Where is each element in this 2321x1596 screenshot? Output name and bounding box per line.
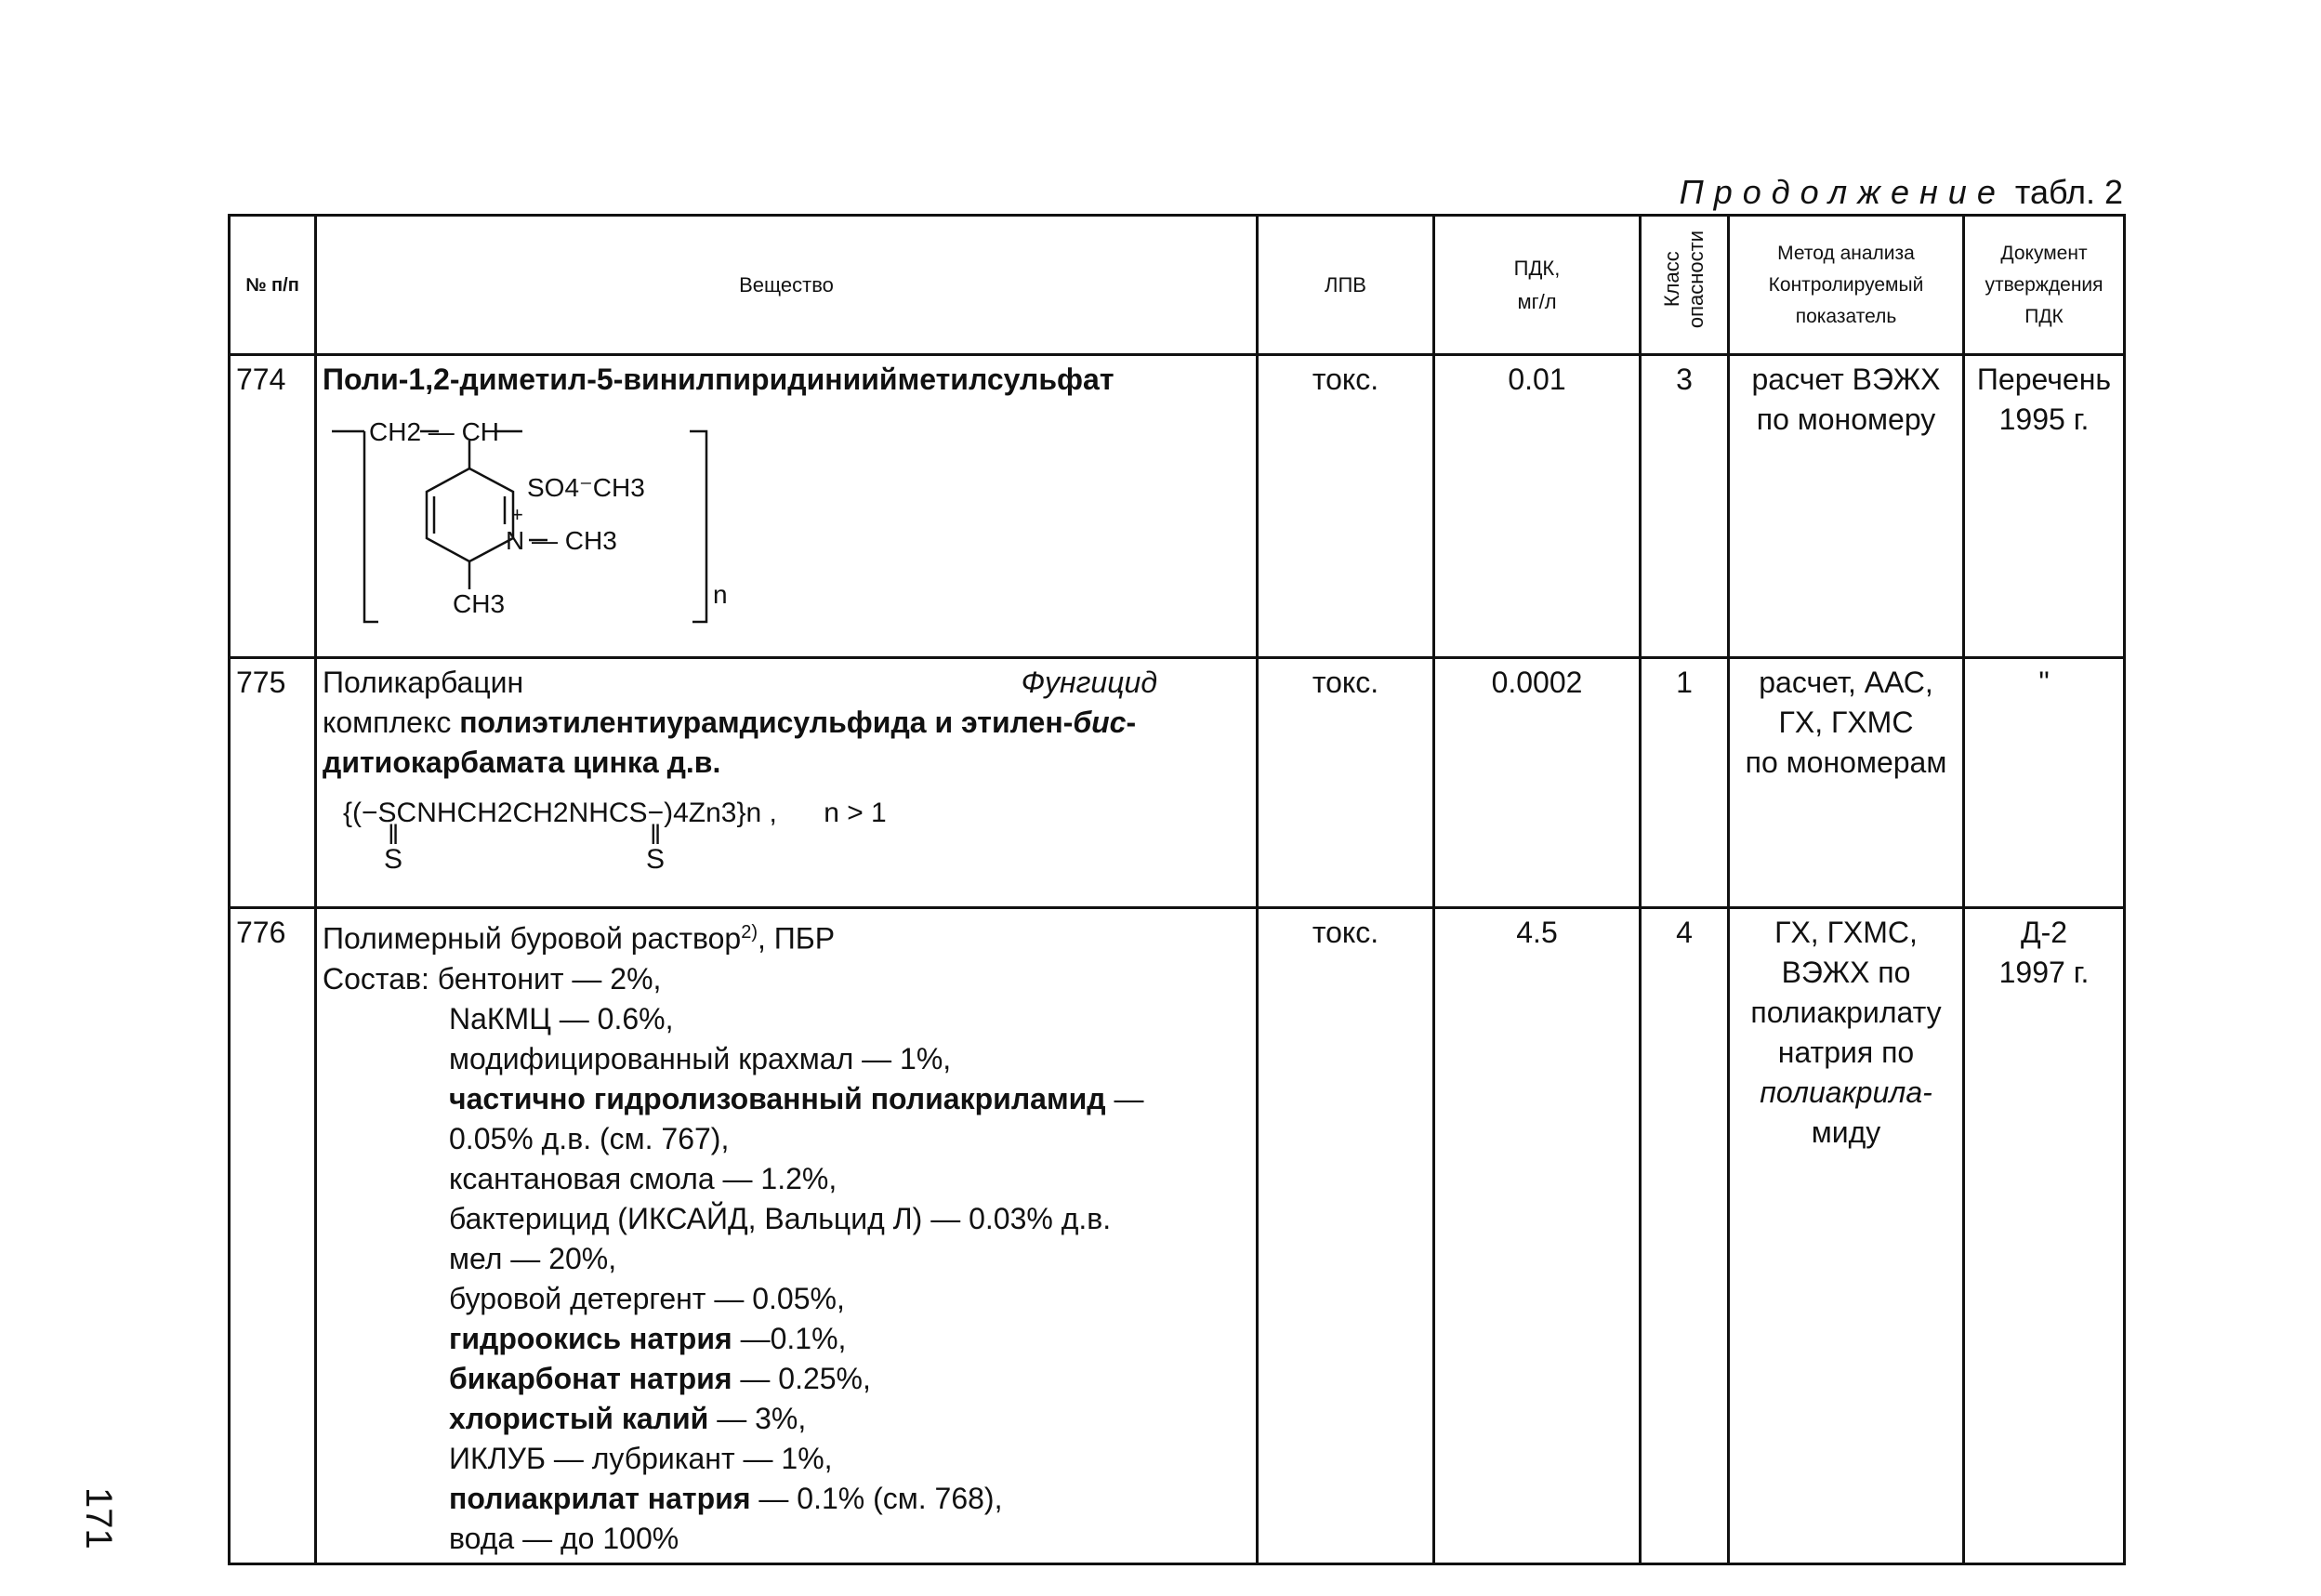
row-775-formula-s-row — [343, 820, 1250, 875]
row-775-method-3: по мономерам — [1745, 745, 1947, 779]
component-line — [449, 999, 1250, 1039]
row-776-method-3: полиакрилату — [1750, 996, 1942, 1029]
row-775-lpv: токс. — [1258, 658, 1434, 908]
header-doc — [1964, 216, 2125, 355]
bracket-right — [690, 431, 706, 622]
pyridine-ring — [427, 468, 513, 561]
row-776-method-1: ГХ, ГХМС, — [1774, 916, 1918, 949]
caption-suffix: табл. 2 — [2014, 173, 2123, 211]
component-text: вода — до 100% — [449, 1521, 679, 1555]
row-775-title-line — [323, 663, 1250, 703]
component-text: 0.05% д.в. (см. 767), — [449, 1121, 730, 1155]
row-776-title — [323, 913, 1250, 959]
header-lpv: ЛПВ — [1258, 216, 1434, 355]
bracket-left — [364, 431, 378, 622]
component-text: буровой детергент — 0.05%, — [449, 1281, 845, 1315]
row-775-klass: 1 — [1641, 658, 1729, 908]
component-line — [449, 1279, 1250, 1319]
component-text: — 3%, — [708, 1401, 807, 1435]
caption-word: Продолжение — [1679, 173, 2006, 211]
row-774-num: 774 — [230, 355, 316, 658]
row-776-method-2: ВЭЖХ по — [1781, 956, 1911, 989]
row-776-lpv: токс. — [1258, 908, 1434, 1564]
row-776-composition-label: Состав: бентонит — 2%, — [323, 961, 662, 996]
row-775-line3: дитиокарбамата цинка д.в. — [323, 745, 721, 779]
row-774-method-1: расчет ВЭЖХ — [1751, 363, 1941, 396]
row-775-line2-end: - — [1126, 706, 1137, 739]
component-line — [449, 1159, 1250, 1199]
component-line — [449, 1399, 1250, 1439]
struct-plus: + — [511, 503, 523, 526]
row-775-tag: Фунгицид — [1021, 666, 1157, 699]
row-775-line2-bold: полиэтилентиурамдисульфида и этилен- — [459, 706, 1074, 739]
row-774-name: Поли-1,2-диметил-5-винилпиридиниийметилсульфат — [323, 363, 1114, 396]
component-bold: гидроокись натрия — [449, 1321, 732, 1355]
page-number: 171 — [78, 1487, 119, 1550]
component-text: ксантановая смола — 1.2%, — [449, 1161, 837, 1195]
table-caption — [1680, 173, 2123, 212]
substances-table — [228, 214, 2126, 1565]
header-pdk-1: ПДК, — [1513, 256, 1561, 280]
row-776-pdk: 4.5 — [1434, 908, 1641, 1564]
header-num: № п/п — [230, 216, 316, 355]
row-775-substance — [316, 658, 1258, 908]
row-774-pdk: 0.01 — [1434, 355, 1641, 658]
row-776-components — [323, 999, 1250, 1559]
row-776-method-5: полиакрила- — [1760, 1075, 1932, 1109]
header-row — [230, 216, 2125, 355]
component-line — [449, 1039, 1250, 1079]
component-line — [449, 1479, 1250, 1519]
row-775-doc: " — [1964, 658, 2125, 908]
row-776-method-6: миду — [1811, 1115, 1881, 1149]
row-774-method — [1729, 355, 1964, 658]
component-bold: бикарбонат натрия — [449, 1361, 732, 1395]
component-line — [449, 1319, 1250, 1359]
row-775-line2-plain: комплекс — [323, 706, 460, 739]
row-776-doc-2: 1997 г. — [1998, 956, 2090, 989]
row-776-name: Полимерный буровой раствор — [323, 921, 742, 956]
row-775-formula-dbl-1: ‖ — [388, 820, 400, 851]
struct-ch3: CH3 — [453, 589, 506, 618]
component-text: NaКМЦ — 0.6%, — [449, 1001, 674, 1035]
row-776-doc — [1964, 908, 2125, 1564]
row-774-substance — [316, 355, 1258, 658]
header-method-1: Метод анализа — [1777, 242, 1915, 264]
row-776-method — [1729, 908, 1964, 1564]
header-doc-3: ПДК — [2024, 305, 2064, 327]
struct-chain: CH2 — CH — [369, 417, 500, 446]
component-bold: частично гидролизованный полиакриламид — [449, 1081, 1106, 1115]
row-775-line2-it: бис — [1073, 706, 1127, 739]
row-775-pdk: 0.0002 — [1434, 658, 1641, 908]
header-pdk — [1434, 216, 1641, 355]
row-775-name: Поликарбацин — [323, 666, 524, 699]
row-776-method-4: натрия по — [1777, 1035, 1915, 1069]
component-bold: хлористый калий — [449, 1401, 709, 1435]
component-text: модифицированный крахмал — 1%, — [449, 1041, 952, 1075]
row-775-formula-cond: n > 1 — [824, 798, 887, 828]
header-klass — [1641, 216, 1729, 355]
row-775-num: 775 — [230, 658, 316, 908]
struct-anion: SO4⁻CH3 — [527, 473, 645, 502]
row-776-klass: 4 — [1641, 908, 1729, 1564]
row-776-doc-1: Д-2 — [2020, 916, 2068, 949]
table-row-775 — [230, 658, 2125, 908]
row-774-doc-2: 1995 г. — [1998, 402, 2090, 436]
row-775-formula-dbl-2: ‖ — [650, 820, 662, 851]
component-text: бактерицид (ИКСАЙД, Вальцид Л) — 0.03% д.в. — [449, 1201, 1112, 1235]
row-774-klass: 3 — [1641, 355, 1729, 658]
row-774-method-2: по мономеру — [1756, 402, 1936, 436]
row-776-substance — [316, 908, 1258, 1564]
row-774-doc-1: Перечень — [1976, 363, 2112, 396]
row-776-num: 776 — [230, 908, 316, 1564]
component-line — [449, 1239, 1250, 1279]
structure-774 — [323, 403, 759, 650]
row-775-formula: {(−SCNHCH2CH2NHCS−)4Zn3}n , — [343, 798, 777, 828]
table-row-774 — [230, 355, 2125, 658]
component-line — [449, 1199, 1250, 1239]
header-method-2: Контролируемый — [1768, 273, 1924, 296]
row-775-line2 — [323, 703, 1250, 743]
component-line — [449, 1079, 1250, 1119]
component-text: мел — 20%, — [449, 1241, 617, 1275]
row-775-method — [1729, 658, 1964, 908]
row-775-formula-s-2: S — [646, 844, 666, 875]
header-doc-2: утверждения — [1985, 273, 2103, 296]
header-method — [1729, 216, 1964, 355]
row-774-doc — [1964, 355, 2125, 658]
row-775-method-2: ГХ, ГХМС — [1778, 706, 1914, 739]
row-776-name-tail: , ПБР — [758, 921, 836, 956]
header-substance: Вещество — [316, 216, 1258, 355]
header-klass-2: опасности — [1684, 231, 1708, 329]
component-line — [449, 1439, 1250, 1479]
header-klass-1: Класс — [1660, 252, 1683, 308]
struct-n-methyl: N — CH3 — [506, 526, 617, 555]
header-doc-1: Документ — [2000, 242, 2088, 264]
component-line — [449, 1119, 1250, 1159]
component-bold: полиакрилат натрия — [449, 1481, 751, 1515]
header-pdk-2: мг/л — [1517, 289, 1557, 313]
component-text: — — [1105, 1081, 1144, 1115]
row-774-lpv: токс. — [1258, 355, 1434, 658]
component-text: — 0.1% (см. 768), — [750, 1481, 1003, 1515]
component-text: — 0.25%, — [732, 1361, 871, 1395]
component-line — [449, 1359, 1250, 1399]
struct-n: n — [713, 580, 728, 609]
header-klass-text — [1660, 231, 1708, 328]
component-text: ИКЛУБ — лубрикант — 1%, — [449, 1441, 833, 1475]
component-text: —0.1%, — [732, 1321, 847, 1355]
row-775-formula-block — [343, 799, 1250, 874]
row-776-name-sup: 2) — [741, 922, 758, 943]
row-775-formula-s-1: S — [384, 844, 403, 875]
component-line — [449, 1519, 1250, 1559]
table-row-776 — [230, 908, 2125, 1564]
row-775-method-1: расчет, ААС, — [1759, 666, 1933, 699]
header-method-3: показатель — [1795, 305, 1897, 327]
